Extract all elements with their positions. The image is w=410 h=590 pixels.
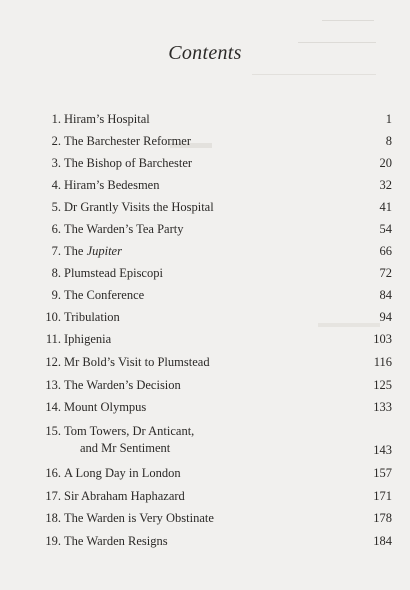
chapter-title: Dr Grantly Visits the Hospital bbox=[64, 200, 214, 214]
chapter-title-italic: Jupiter bbox=[86, 244, 122, 258]
chapter-number: 9. bbox=[51, 288, 61, 302]
chapter-number: 5. bbox=[51, 200, 61, 214]
page-number: 178 bbox=[373, 511, 392, 525]
chapter-number: 11. bbox=[45, 332, 61, 346]
chapter-title bbox=[64, 244, 122, 259]
chapter-title: The Warden’s Decision bbox=[64, 378, 181, 392]
chapter-number: 6. bbox=[51, 222, 61, 236]
page-number: 94 bbox=[379, 310, 392, 324]
page-number: 84 bbox=[379, 288, 392, 302]
page-number: 125 bbox=[373, 378, 392, 392]
show-through-line bbox=[322, 14, 374, 21]
page-number: 143 bbox=[373, 443, 392, 457]
page-number: 103 bbox=[373, 332, 392, 346]
chapter-number: 2. bbox=[51, 134, 61, 148]
chapter-number: 1. bbox=[51, 112, 61, 126]
page-number: 72 bbox=[379, 266, 392, 280]
chapter-title: Mr Bold’s Visit to Plumstead bbox=[64, 355, 210, 369]
page-number: 8 bbox=[385, 134, 392, 148]
chapter-number: 16. bbox=[45, 466, 61, 480]
chapter-title: A Long Day in London bbox=[64, 466, 181, 480]
page-number: 133 bbox=[373, 400, 392, 414]
chapter-number: 13. bbox=[45, 378, 61, 392]
page-number: 116 bbox=[373, 355, 392, 369]
chapter-number: 12. bbox=[45, 355, 61, 369]
chapter-title-line2: and Mr Sentiment bbox=[80, 441, 171, 455]
page-number: 66 bbox=[379, 244, 392, 258]
chapter-number: 18. bbox=[45, 511, 61, 525]
chapter-number: 10. bbox=[45, 310, 61, 324]
page-number: 157 bbox=[373, 466, 392, 480]
show-through-line bbox=[252, 68, 376, 75]
page-number: 171 bbox=[373, 489, 392, 503]
chapter-title: Hiram’s Bedesmen bbox=[64, 178, 160, 192]
chapter-title: The Barchester Reformer bbox=[64, 134, 192, 148]
chapter-number: 19. bbox=[45, 534, 61, 548]
chapter-title: Tribulation bbox=[64, 310, 120, 324]
chapter-title-prefix: The bbox=[64, 244, 87, 258]
chapter-number: 4. bbox=[51, 178, 61, 192]
page-number: 54 bbox=[379, 222, 392, 236]
chapter-title: The Bishop of Barchester bbox=[64, 156, 193, 170]
contents-heading: Contents bbox=[168, 42, 242, 64]
show-through-mark bbox=[318, 323, 380, 327]
chapter-title: The Conference bbox=[64, 288, 145, 302]
chapter-number: 17. bbox=[45, 489, 61, 503]
page-number: 1 bbox=[385, 112, 392, 126]
chapter-title: Tom Towers, Dr Anticant, bbox=[64, 424, 195, 438]
chapter-number: 14. bbox=[45, 400, 61, 414]
chapter-title: Mount Olympus bbox=[64, 400, 147, 414]
chapter-title: The Warden is Very Obstinate bbox=[64, 511, 214, 525]
chapter-number: 15. bbox=[45, 424, 61, 438]
chapter-title: The Warden Resigns bbox=[64, 534, 168, 548]
page-number: 32 bbox=[379, 178, 392, 192]
page-number: 41 bbox=[379, 200, 392, 214]
chapter-title: Plumstead Episcopi bbox=[64, 266, 163, 280]
page-number: 184 bbox=[373, 534, 392, 548]
chapter-number: 3. bbox=[51, 156, 61, 170]
chapter-title: Iphigenia bbox=[64, 332, 112, 346]
chapter-title: Sir Abraham Haphazard bbox=[64, 489, 185, 503]
chapter-title: Hiram’s Hospital bbox=[64, 112, 150, 126]
page-number: 20 bbox=[379, 156, 392, 170]
chapter-number: 7. bbox=[51, 244, 61, 258]
chapter-number: 8. bbox=[51, 266, 61, 280]
chapter-title: The Warden’s Tea Party bbox=[64, 222, 184, 236]
